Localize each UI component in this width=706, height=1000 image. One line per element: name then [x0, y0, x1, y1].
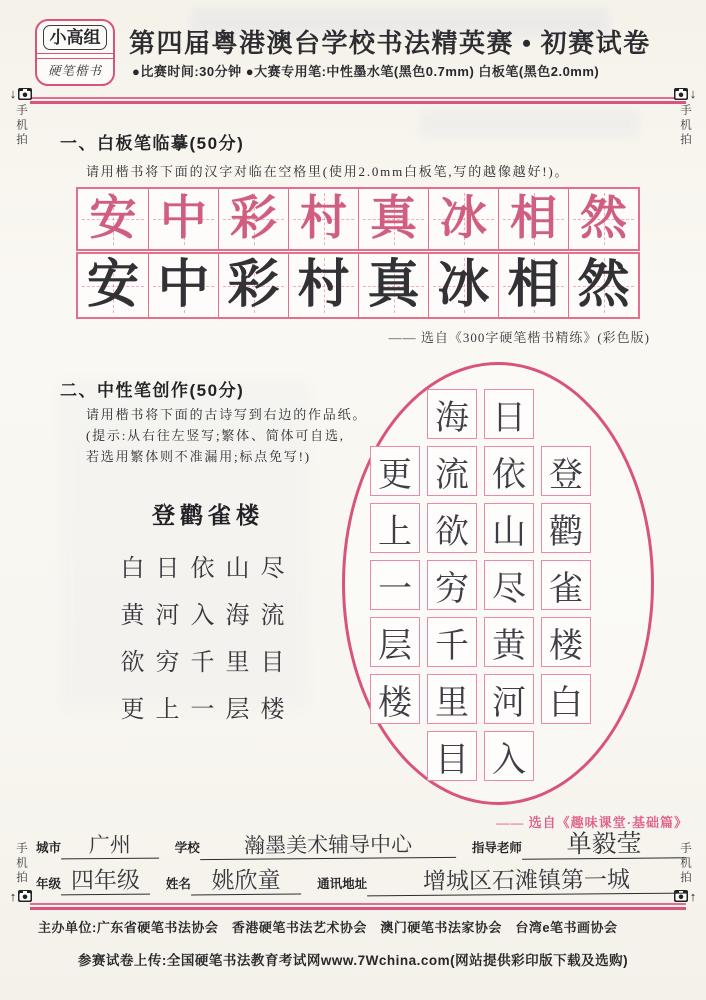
practice-char-cell — [218, 254, 288, 317]
teacher-label: 指导老师 — [471, 841, 522, 855]
section1-source-citation: —— 选自《300字硬笔楷书精练》(彩色版) — [388, 330, 650, 345]
handwritten-char: 冰 — [437, 256, 490, 314]
section2-source-citation: —— 选自《趣味课堂·基础篇》 — [496, 815, 688, 830]
art-cell: 更 — [370, 446, 420, 496]
phone-photo-label: 手机拍 — [679, 842, 691, 886]
city-label: 城市 — [36, 841, 62, 855]
upload-instruction-line: 参赛试卷上传:全国硬笔书法教育考试网www.7Wchina.com(网站提供彩印版下载及选购) — [77, 953, 629, 968]
grade-value: 四年级 — [61, 868, 150, 896]
header-divider — [30, 97, 686, 104]
model-char-cell — [568, 189, 638, 249]
model-char: 真 — [370, 192, 417, 245]
poem-title: 登鹳雀楼 — [152, 502, 264, 528]
poem-line: 黄河入海流 — [120, 603, 296, 629]
art-cell: 白 — [541, 674, 591, 724]
handwritten-char: 安 — [86, 256, 139, 314]
art-cell: 穷 — [427, 560, 477, 610]
model-char: 然 — [580, 192, 627, 245]
camera-icon — [18, 890, 32, 902]
art-cell: 尽 — [484, 560, 534, 610]
art-cell: 一 — [370, 560, 420, 610]
photo-mark-bottom-left — [6, 842, 36, 904]
camera-icon — [18, 88, 32, 100]
art-cell: 楼 — [370, 674, 420, 724]
art-cell: 海 — [427, 389, 477, 439]
up-arrow-icon: ↑ — [689, 888, 697, 904]
footer-divider — [30, 903, 686, 910]
group-badge — [35, 19, 115, 86]
artwork-character-grid — [370, 389, 591, 781]
down-arrow-icon: ↓ — [689, 86, 697, 101]
instruction-line: (提示:从右往左竖写;繁体、简体可自选, — [86, 428, 345, 443]
phone-photo-label: 手机拍 — [679, 104, 691, 148]
instruction-line: 若选用繁体则不准漏用;标点免写!) — [86, 449, 311, 464]
phone-photo-label: 手机拍 — [15, 842, 27, 886]
instruction-line: 请用楷书将下面的古诗写到右边的作品纸。 — [86, 407, 368, 422]
entrant-info-form — [36, 832, 686, 904]
art-cell: 上 — [370, 503, 420, 553]
badge-divider — [37, 53, 113, 59]
practice-char-cell — [78, 254, 148, 317]
model-char-cell — [148, 189, 218, 249]
model-char-cell — [78, 189, 148, 249]
form-row — [36, 868, 686, 895]
art-cell: 楼 — [541, 617, 591, 667]
address-value: 增城区石滩镇第一城 — [367, 867, 686, 897]
art-cell: 鹳 — [541, 503, 591, 553]
art-cell: 流 — [427, 446, 477, 496]
art-cell: 依 — [484, 446, 534, 496]
up-arrow-icon: ↑ — [9, 888, 17, 904]
practice-char-cell — [568, 254, 638, 317]
section1-heading: 一、白板笔临摹(50分) — [60, 134, 245, 153]
art-cell: 山 — [484, 503, 534, 553]
address-label: 通讯地址 — [317, 877, 368, 891]
photo-mark-top-left — [6, 86, 36, 148]
form-row — [36, 832, 686, 859]
school-value: 瀚墨美术辅导中心 — [200, 831, 456, 860]
poem-line: 白日依山尽 — [120, 556, 296, 582]
handwritten-char: 然 — [577, 256, 630, 314]
practice-char-cell — [428, 254, 498, 317]
handwritten-char: 村 — [297, 256, 350, 314]
photo-mark-top-right — [670, 86, 700, 148]
art-cell: 欲 — [427, 503, 477, 553]
model-char: 相 — [510, 192, 557, 245]
page-bleed-through — [420, 110, 640, 138]
art-cell: 目 — [427, 731, 477, 781]
practice-char-cell — [288, 254, 358, 317]
art-cell: 层 — [370, 617, 420, 667]
script-style-label: 硬笔楷书 — [47, 64, 102, 78]
art-cell: 河 — [484, 674, 534, 724]
page-title: 第四届粤港澳台学校书法精英赛 • 初赛试卷 — [129, 29, 651, 58]
art-cell: 里 — [427, 674, 477, 724]
handwritten-char: 彩 — [227, 256, 280, 314]
camera-icon — [674, 88, 688, 100]
name-value: 姚欣童 — [191, 868, 301, 896]
city-value: 广州 — [61, 832, 159, 860]
school-label: 学校 — [174, 841, 200, 855]
group-badge-label: 小高组 — [43, 25, 107, 50]
model-char: 彩 — [230, 192, 277, 245]
down-arrow-icon: ↓ — [9, 86, 17, 101]
model-character-row — [76, 187, 640, 251]
handwritten-char: 相 — [507, 256, 560, 314]
phone-photo-label: 手机拍 — [15, 104, 27, 148]
poem-line: 更上一层楼 — [120, 697, 296, 723]
model-char-cell — [218, 189, 288, 249]
poem-block — [82, 497, 334, 734]
model-char: 中 — [160, 192, 207, 245]
grade-label: 年级 — [36, 877, 62, 891]
practice-char-cell — [498, 254, 568, 317]
model-char: 安 — [89, 192, 137, 245]
model-char-cell — [358, 189, 428, 249]
art-cell: 日 — [484, 389, 534, 439]
model-char: 冰 — [440, 192, 487, 245]
art-cell: 千 — [427, 617, 477, 667]
poem-line: 欲穷千里目 — [120, 650, 296, 676]
art-cell: 雀 — [541, 560, 591, 610]
art-cell: 入 — [484, 731, 534, 781]
name-label: 姓名 — [165, 877, 191, 891]
handwritten-char: 真 — [367, 256, 420, 314]
art-cell: 登 — [541, 446, 591, 496]
section2-heading: 二、中性笔创作(50分) — [60, 381, 245, 400]
practice-char-cell — [148, 254, 218, 317]
exam-rules-subtitle: ●比赛时间:30分钟 ●大赛专用笔:中性墨水笔(黑色0.7mm) 白板笔(黑色2.0mm) — [132, 64, 600, 79]
practice-character-row — [76, 252, 640, 319]
model-char-cell — [428, 189, 498, 249]
teacher-value: 单毅莹 — [522, 831, 686, 859]
section1-instruction: 请用楷书将下面的汉字对临在空格里(使用2.0mm白板笔,写的越像越好!)。 — [86, 164, 570, 179]
handwritten-char: 中 — [157, 256, 210, 314]
art-cell: 黄 — [484, 617, 534, 667]
model-char-cell — [498, 189, 568, 249]
model-char: 村 — [300, 192, 347, 245]
practice-char-cell — [358, 254, 428, 317]
model-char-cell — [288, 189, 358, 249]
organizers-line: 主办单位:广东省硬笔书法协会 香港硬笔书法艺术协会 澳门硬笔书法家协会 台湾e笔书画协会 — [38, 920, 618, 935]
section2-instruction — [86, 404, 367, 467]
